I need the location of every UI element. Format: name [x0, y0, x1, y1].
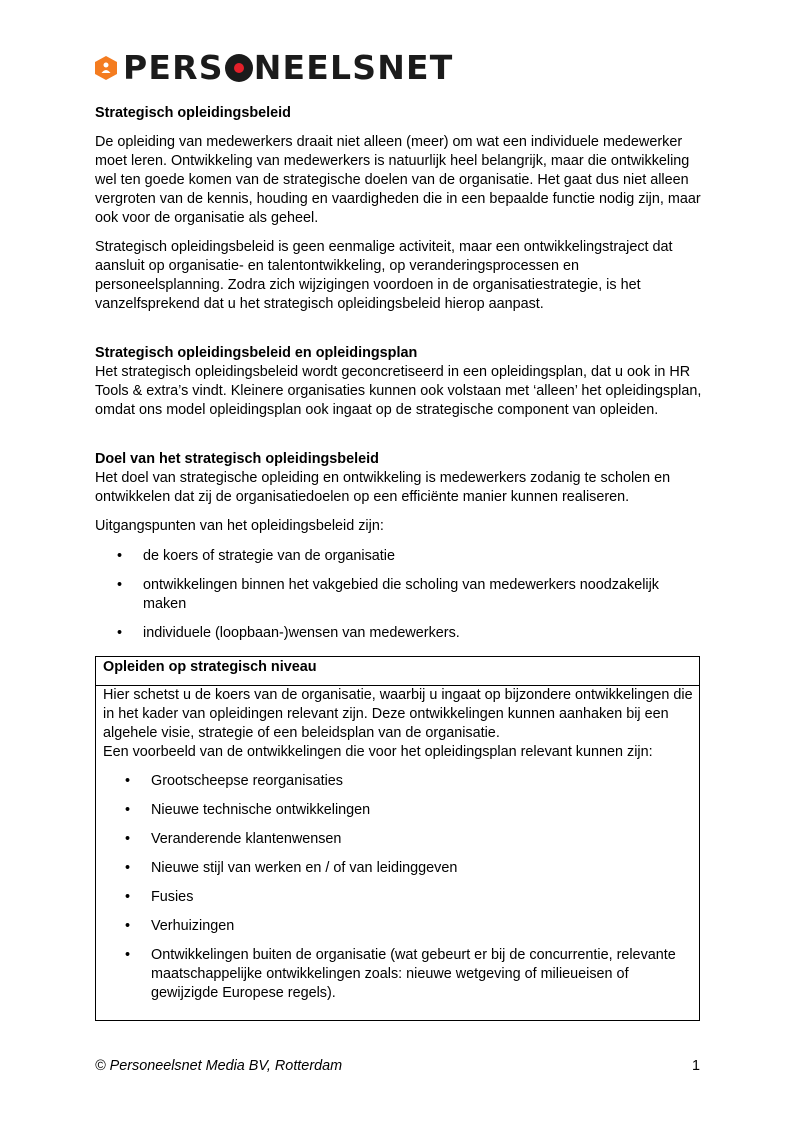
heading-policy-and-plan: Strategisch opleidingsbeleid en opleidingsplan: [95, 345, 418, 361]
paragraph-goal: Het doel van strategische opleiding en ontwikkeling is medewerkers zodanig te scholen en ontwikkelen dat zij de organisatiedoelen op een efficiënte manier kunnen realiseren.: [95, 470, 671, 505]
section-strategic-policy: [95, 104, 705, 123]
strategic-level-box: [95, 656, 700, 1021]
section-policy-and-plan: [95, 344, 705, 420]
paragraph-1: De opleiding van medewerkers draait niet alleen (meer) om wat een individuele medewerker moet leren. Ontwikkeling van medewerkers is natuurlijk heel belangrijk, maar die ontwikkeling wel ten goede komen van de strategische doelen van de organisatie. Het gaat dus niet alleen vergroten van de kennis, houding en vaardigheden die in een bepaalde functie nodig zijn, maar ook voor de organisatie als geheel.: [95, 134, 701, 226]
list-item: • Grootscheepse reorganisaties: [103, 772, 693, 791]
developments-list: [103, 772, 693, 1003]
principles-intro: Uitgangspunten van het opleidingsbeleid zijn:: [95, 518, 384, 534]
logo-wordmark: PERS NEELSNET: [123, 48, 454, 87]
personeelsnet-logo: [95, 50, 454, 86]
paragraph-2: Strategisch opleidingsbeleid is geen eenmalige activiteit, maar een ontwikkelingstraject dat aansluit op organisatie- en talentontwikkeling, op veranderingsprocessen en personeelsplanning. Zodra zich wijzigingen voordoen in de organisatiestrategie, is het vanzelfsprekend dat u het strategisch opleidingsbeleid hierop aanpast.: [95, 239, 673, 312]
list-item: • individuele (loopbaan-)wensen van medewerkers.: [95, 624, 705, 643]
logo-hexagon-icon: [95, 56, 117, 80]
list-item: • Nieuwe technische ontwikkelingen: [103, 801, 693, 820]
principles-list: [95, 547, 705, 643]
box-paragraph: Hier schetst u de koers van de organisatie, waarbij u ingaat op bijzondere ontwikkelingen die in het kader van opleidingen relevant zijn. Deze ontwikkelingen kunnen aanhaken bij een algehele visie, strategie of een beleidsplan van de organisatie.: [103, 687, 693, 741]
box-body: [96, 686, 699, 1003]
box-heading: Opleiden op strategisch niveau: [96, 657, 699, 686]
footer-copyright: © Personeelsnet Media BV, Rotterdam: [95, 1058, 343, 1074]
list-item: • de koers of strategie van de organisatie: [95, 547, 705, 566]
list-item: • Ontwikkelingen buiten de organisatie (wat gebeurt er bij de concurrentie, relevante maatschappelijke ontwikkelingen zoals: nieuwe wetgeving of milieueisen of gewijzigde Europese regels).: [103, 946, 693, 1003]
list-item: • Veranderende klantenwensen: [103, 830, 693, 849]
section-goal: [95, 450, 705, 507]
logo-target-icon: [225, 54, 253, 82]
paragraph-policy-and-plan: Het strategisch opleidingsbeleid wordt geconcretiseerd in een opleidingsplan, dat u ook in HR Tools & extra’s vindt. Kleinere organisaties kunnen ook volstaan met ‘alleen’ het opleidingsplan, omdat ons model opleidingsplan ook ingaat op de strategische component van opleiden.: [95, 364, 702, 418]
heading-goal: Doel van het strategisch opleidingsbeleid: [95, 451, 379, 467]
list-item: • Nieuwe stijl van werken en / of van leidinggeven: [103, 859, 693, 878]
heading-strategic-policy: Strategisch opleidingsbeleid: [95, 105, 291, 121]
page-footer: [95, 1057, 700, 1076]
list-item: • Verhuizingen: [103, 917, 693, 936]
box-intro: Een voorbeeld van de ontwikkelingen die voor het opleidingsplan relevant kunnen zijn:: [103, 744, 653, 760]
list-item: • ontwikkelingen binnen het vakgebied die scholing van medewerkers noodzakelijk maken: [95, 576, 705, 614]
list-item: • Fusies: [103, 888, 693, 907]
page-number: 1: [691, 1058, 700, 1074]
